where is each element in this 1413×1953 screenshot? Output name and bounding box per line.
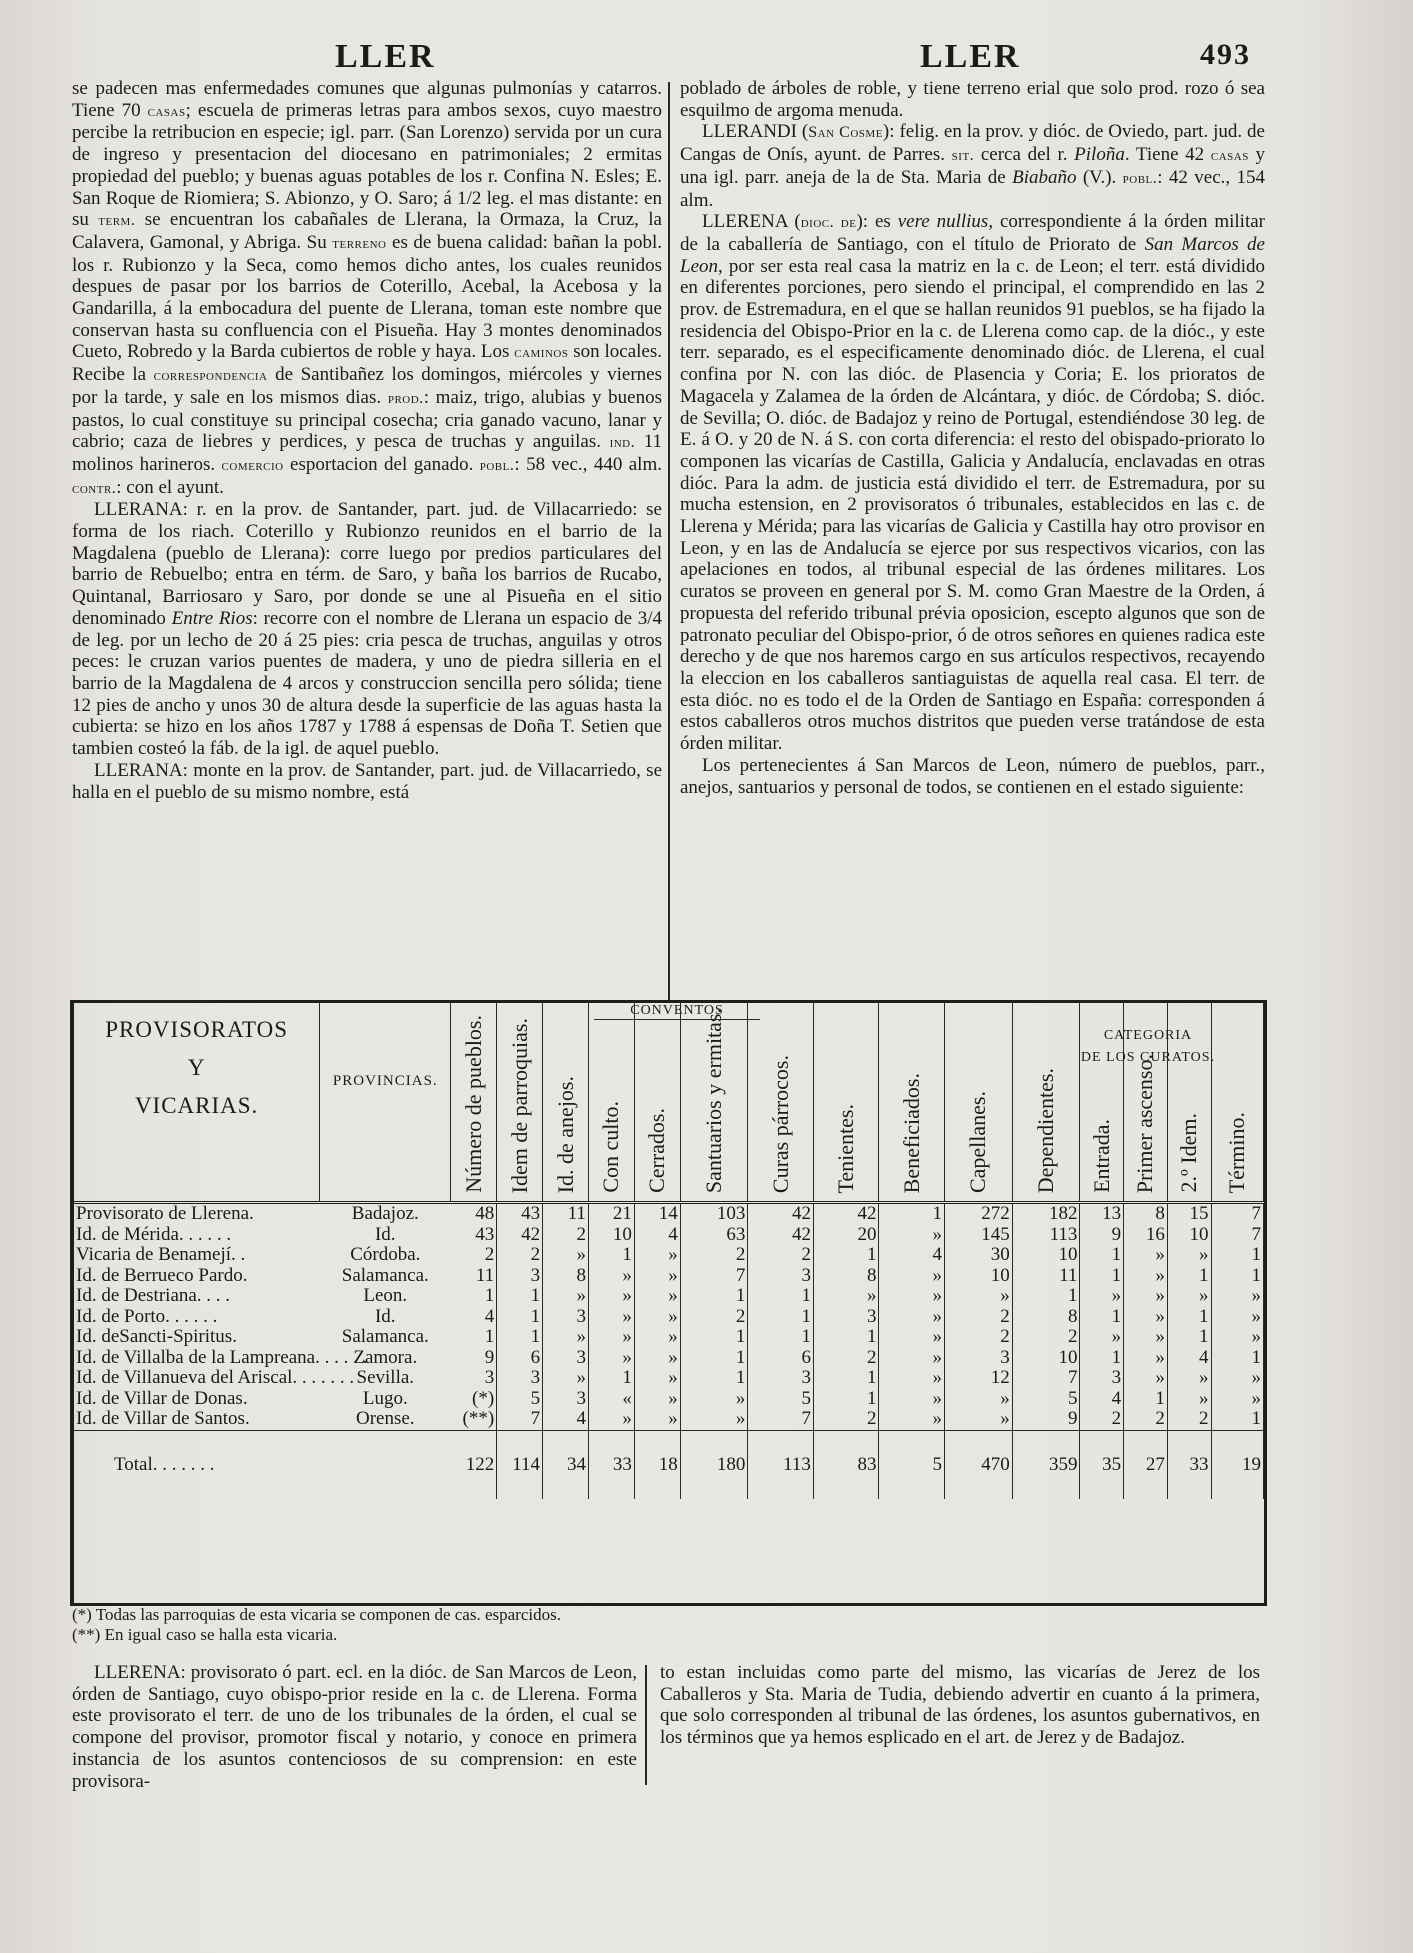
row-value: »: [879, 1327, 945, 1348]
row-value: 1: [1211, 1409, 1264, 1430]
row-value: »: [1124, 1245, 1168, 1266]
row-value: 1: [1124, 1389, 1168, 1410]
row-value: 2: [748, 1245, 814, 1266]
row-value: 1: [813, 1327, 879, 1348]
row-value: 3: [748, 1368, 814, 1389]
row-value: 42: [748, 1203, 814, 1225]
column-header-label: Tenientes.: [833, 1103, 859, 1193]
row-value: »: [634, 1307, 680, 1328]
row-value: 3: [497, 1266, 543, 1287]
row-value: 11: [1012, 1266, 1080, 1287]
row-name: Id. de Villar de Donas.: [76, 1387, 248, 1409]
row-name: Id. deSancti-Spiritus.: [76, 1326, 237, 1347]
total-value: 33: [588, 1430, 634, 1499]
row-value: (*): [451, 1389, 497, 1410]
provincias-label: PROVINCIAS.: [332, 1073, 438, 1089]
table-row: [74, 1286, 1264, 1307]
column-divider-bottom: [645, 1665, 647, 1785]
header-provisoratos: [74, 1003, 320, 1203]
total-value: 27: [1124, 1430, 1168, 1499]
row-value: 1: [748, 1286, 814, 1307]
row-value: »: [1167, 1286, 1211, 1307]
row-value: 1: [1211, 1245, 1264, 1266]
table-row: [74, 1389, 1264, 1410]
row-value: »: [1124, 1266, 1168, 1287]
table-row: [74, 1203, 1264, 1225]
row-value: 145: [945, 1225, 1013, 1246]
total-value: 180: [680, 1430, 748, 1499]
row-value: 2: [813, 1409, 879, 1430]
row-value: »: [879, 1348, 945, 1369]
row-value: 4: [879, 1245, 945, 1266]
row-value: 8: [813, 1266, 879, 1287]
total-value: 18: [634, 1430, 680, 1499]
row-name: Id. de Villalba de la Lampreana. . . . . .: [76, 1346, 368, 1368]
row-value: »: [879, 1368, 945, 1389]
row-name: Id. de Porto. . . . . .: [76, 1305, 218, 1327]
row-value: 1: [588, 1368, 634, 1389]
right-top-paragraph: LLERENA (dioc. de): es vere nullius, correspondiente á la órden militar de la caballería de Santiago, con el título de Priorato de San Marcos de Leon, por ser esta real casa la matriz en la c. de Leon; el terr. está dividido en diferentes porciones, pero siendo el principal, el comprendido en las 2 prov. de Estremadura, en el que se hallan reunidos 91 pueblos, se ha fijado la residencia del Obispo-Prior en la c. de Llerena como cap. de la dióc., y este terr. separado, es el especificamente denominado dióc. de Llerena, el cual confina por N. con las dióc. de Plasencia y Coria; E. los prioratos de Magacela y Zalamea de la órden de Alcántara, y dióc. de Córdoba; S. dióc. de Sevilla; O. dióc. de Badajoz y reino de Portugal, estendiéndose 30 leg. de E. á O. y 20 de N. á S. con corta diferencia: el resto del obispado-priorato lo componen las vicarías de Castilla, Galicia y Andalucía, enclavadas en otras dióc. Para la adm. de justicia está dividido el terr. de Estremadura, por su mucha estension, en 2 provisoratos ó tribunales, establecidos en las c. de Llerena y Mérida; para las vicarías de Galicia y Castilla hay otro provisor en Leon, y en las de Andalucía se ejerce por sus respectivos vicarios, con las apelaciones en todos, al tribunal especial de las órdenes militares. Los curatos se proveen en general por S. M. como Gran Maestre de la Orden, á propuesta del referido tribunal prévia oposicion, escepto algunos que son de patronato peculiar del Obispo-prior, ó de otros señores en quienes radica este derecho y de que nos haremos cargo en sus artículos respectivos, recayendo la eleccion en los caballeros santiaguistas de aquella real casa. El terr. de esta dióc. no es todo el de la Orden de Santiago en España: corresponden á estos caballeros otros muchos distritos que pueden verse tratándose de esta órden militar.: [680, 211, 1265, 755]
row-value: »: [634, 1348, 680, 1369]
row-value: 10: [588, 1225, 634, 1246]
table-footnotes: [72, 1605, 561, 1645]
row-value: »: [1124, 1286, 1168, 1307]
row-value: »: [588, 1286, 634, 1307]
total-value: 113: [748, 1430, 814, 1499]
row-value: 3: [945, 1348, 1013, 1369]
column-header: [748, 1003, 814, 1203]
column-divider: [668, 82, 670, 1002]
table: [74, 1003, 1264, 1499]
row-value: 7: [1211, 1225, 1264, 1246]
row-value: »: [634, 1368, 680, 1389]
row-value: 9: [451, 1348, 497, 1369]
row-province: Lugo.: [362, 1387, 408, 1409]
row-value: 1: [680, 1348, 748, 1369]
row-value: 2: [543, 1225, 589, 1246]
row-value: 1: [588, 1245, 634, 1266]
row-value: »: [1124, 1327, 1168, 1348]
row-value: 12: [945, 1368, 1013, 1389]
row-value: »: [1124, 1307, 1168, 1328]
row-value: »: [588, 1409, 634, 1430]
row-value: 7: [1211, 1203, 1264, 1225]
row-name: Id. de Villanueva del Ariscal. . . . . . .: [76, 1367, 355, 1388]
row-province: Salamanca.: [341, 1264, 429, 1286]
row-province: Leon.: [363, 1285, 408, 1306]
row-value: »: [945, 1389, 1013, 1410]
row-name: Provisorato de Llerena.: [76, 1203, 254, 1224]
left-column-bottom: [72, 1662, 637, 1792]
row-name: Id. de Berrueco Pardo.: [76, 1264, 248, 1286]
row-value: 2: [680, 1245, 748, 1266]
right-top-paragraph: Los pertenecientes á San Marcos de Leon, número de pueblos, parr., anejos, santuarios y personal de todos, se contienen en el estado siguiente:: [680, 754, 1265, 798]
left-column-top: [72, 78, 662, 803]
right-column-top: [680, 78, 1265, 798]
row-value: 7: [497, 1409, 543, 1430]
column-header-label: Con culto.: [598, 1101, 624, 1193]
total-value: 114: [497, 1430, 543, 1499]
row-value: »: [634, 1245, 680, 1266]
row-value: »: [1211, 1368, 1264, 1389]
row-value: 1: [680, 1327, 748, 1348]
row-value: »: [1080, 1327, 1124, 1348]
header-line-2: Y: [187, 1055, 206, 1080]
column-header-label: Dependientes.: [1033, 1067, 1059, 1193]
total-value: 83: [813, 1430, 879, 1499]
column-header-label: Número de pueblos.: [460, 1015, 486, 1193]
row-value: 1: [748, 1307, 814, 1328]
row-value: «: [588, 1389, 634, 1410]
row-value: »: [1211, 1307, 1264, 1328]
row-value: »: [879, 1389, 945, 1410]
header-line-3: VICARIAS.: [134, 1093, 259, 1118]
total-value: 122: [451, 1430, 497, 1499]
row-value: 103: [680, 1203, 748, 1225]
row-value: 63: [680, 1225, 748, 1246]
table-row: [74, 1348, 1264, 1369]
row-value: 5: [497, 1389, 543, 1410]
row-value: »: [634, 1286, 680, 1307]
row-value: 10: [1012, 1245, 1080, 1266]
row-value: 15: [1167, 1203, 1211, 1225]
column-header-label: Id. de anejos.: [552, 1075, 578, 1193]
row-value: 1: [497, 1327, 543, 1348]
row-value: 5: [748, 1389, 814, 1410]
row-value: 1: [451, 1327, 497, 1348]
row-value: 43: [497, 1203, 543, 1225]
total-row: [74, 1430, 1264, 1499]
row-value: 1: [1167, 1266, 1211, 1287]
row-value: 6: [748, 1348, 814, 1369]
row-value: 1: [1080, 1307, 1124, 1328]
article-llerena-provisorato: LLERENA: provisorato ó part. ecl. en la dióc. de San Marcos de Leon, órden de Santiago, cuyo obispo-prior reside en la c. de Llerena. Forma este provisorato el terr. de uno de los tribunales de la órden, el cual se compone del provisor, promotor fiscal y notario, y conoce en primera instancia de los asuntos contenciosos de su comprension: en este provisora-: [72, 1662, 637, 1792]
column-header-label: 2.º Idem.: [1176, 1113, 1202, 1193]
row-value: 3: [748, 1266, 814, 1287]
column-header-label: Entrada.: [1088, 1119, 1114, 1193]
row-value: 7: [1012, 1368, 1080, 1389]
row-value: 43: [451, 1225, 497, 1246]
row-value: 113: [1012, 1225, 1080, 1246]
row-value: »: [588, 1327, 634, 1348]
row-value: 9: [1080, 1225, 1124, 1246]
row-value: 9: [1012, 1409, 1080, 1430]
row-value: 16: [1124, 1225, 1168, 1246]
total-value: 5: [879, 1430, 945, 1499]
row-value: 1: [680, 1286, 748, 1307]
table-row: [74, 1245, 1264, 1266]
row-value: 2: [451, 1245, 497, 1266]
row-value: 2: [497, 1245, 543, 1266]
row-value: 4: [634, 1225, 680, 1246]
statistics-table: [70, 1000, 1267, 1606]
row-value: »: [634, 1327, 680, 1348]
row-value: 1: [1211, 1348, 1264, 1369]
row-value: 1: [680, 1368, 748, 1389]
right-top-paragraph: LLERANDI (San Cosme): felig. en la prov. y dióc. de Oviedo, part. jud. de Cangas de Onís, ayunt. de Parres. sit. cerca del r. Piloña. Tiene 42 casas y una igl. parr. aneja de la de Sta. Maria de Biabaño (V.). pobl.: 42 vec., 154 alm.: [680, 121, 1266, 211]
row-value: 1: [748, 1327, 814, 1348]
running-head-right: LLER: [920, 38, 1021, 75]
row-value: 1: [1211, 1266, 1264, 1287]
row-value: 2: [1012, 1327, 1080, 1348]
table-row: [74, 1307, 1264, 1328]
column-header-label: Idem de parroquias.: [506, 1017, 532, 1193]
row-value: »: [543, 1327, 589, 1348]
row-province: Id.: [374, 1223, 396, 1245]
row-value: »: [945, 1286, 1013, 1307]
row-value: 10: [1012, 1348, 1080, 1369]
table-row: [74, 1225, 1264, 1246]
column-header: [451, 1003, 497, 1203]
row-value: 182: [1012, 1203, 1080, 1225]
row-value: »: [634, 1409, 680, 1430]
row-value: 30: [945, 1245, 1013, 1266]
row-value: »: [680, 1389, 748, 1410]
footnote-1: (*) Todas las parroquias de esta vicaria se componen de cas. esparcidos.: [72, 1605, 561, 1624]
row-value: »: [813, 1286, 879, 1307]
running-head-left: LLER: [335, 38, 436, 75]
total-value: 34: [543, 1430, 589, 1499]
row-value: »: [879, 1286, 945, 1307]
row-value: »: [634, 1389, 680, 1410]
row-value: 5: [1012, 1389, 1080, 1410]
row-province: Sevilla.: [356, 1367, 415, 1388]
row-value: 20: [813, 1225, 879, 1246]
row-value: »: [879, 1409, 945, 1430]
column-header: [680, 1003, 748, 1203]
table-row: [74, 1327, 1264, 1348]
row-value: »: [543, 1368, 589, 1389]
row-name: Id. de Villar de Santos.: [76, 1408, 250, 1429]
row-value: »: [879, 1225, 945, 1246]
total-value: 470: [945, 1430, 1013, 1499]
left-top-paragraph: LLERANA: r. en la prov. de Santander, part. jud. de Villacarriedo: se forma de los riach. Coterillo y Rubionzo reunidos en el barrio de la Magdalena (pueblo de Llerana): corre luego por predios particulares del barrio de Rebuelbo; entra en térm. de Saro, y baña los barrios de Rucabo, Quintanal, Barriosaro y Saro, por donde se une al Pisueña en el sitio denominado Entre Rios: recorre con el nombre de Llerana un espacio de 3/4 de leg. por un lecho de 20 á 25 pies: cria pesca de truchas, anguilas y otros peces: le cruzan varios puentes de madera, y uno de piedra silleria en el barrio de la Magdalena de 4 arcos y construccion sencilla pero sólida; tiene 12 pies de ancho y unos 30 de altura desde la superficie de las aguas hasta la cubierta: se hizo en los años 1787 y 1788 á espensas de Doña T. Setien que tambien costeó la fáb. de la igl. de aquel pueblo.: [72, 499, 662, 760]
column-header: [588, 1003, 634, 1203]
row-value: 10: [1167, 1225, 1211, 1246]
left-top-paragraph: se padecen mas enfermedades comunes que algunas pulmonías y catarros. Tiene 70 casas; escuela de primeras letras para ambos sexos, cuyo maestro percibe la retribucion en especie; igl. parr. (San Lorenzo) servida por un cura de ingreso y presentacion del diocesano en patrimoniales; 2 ermitas propiedad del pueblo; y buenas aguas potables de los r. Confina N. Esles; E. San Roque de Riomiera; S. Abionzo, y O. Saro; á 1/2 leg. el mas distante: en su term. se encuentran los cabañales de Llerana, la Ormaza, la Cruz, la Calavera, Gamonal, y Abriga. Su terreno es de buena calidad: bañan la pobl. los r. Rubionzo y la Seca, como hemos dicho antes, los cuales reunidos despues de pasar por los barrios de Coterillo, Acebal, la Acebosa y la Gandarilla, á la embocadura del puente de Llerana, toman este nombre que conservan hasta su confluencia con el Pisueña. Hay 3 montes denominados Cueto, Robredo y la Barda cubiertos de roble y haya. Los caminos son locales. Recibe la correspondencia de Santibañez los domingos, miércoles y viernes por la tarde, y sale en los mismos dias. prod.: maiz, trigo, alubias y buenos pastos, lo cual constituye su principal cosecha; cria ganado vacuno, lanar y cabrio; caza de liebres y perdices, y pesca de truchas y anguilas. ind. 11 molinos harineros. comercio esportacion del ganado. pobl.: 58 vec., 440 alm. contr.: con el ayunt.: [72, 78, 663, 498]
footnote-2: (**) En igual caso se halla esta vicaria.: [72, 1625, 338, 1644]
row-value: »: [879, 1307, 945, 1328]
right-top-paragraph: poblado de árboles de roble, y tiene terreno erial que solo prod. rozo ó sea esquilmo de argoma menuda.: [680, 78, 1265, 121]
row-value: »: [1124, 1348, 1168, 1369]
row-value: 48: [451, 1203, 497, 1225]
row-province: Zamora.: [353, 1346, 418, 1368]
row-value: 8: [543, 1266, 589, 1287]
row-value: 3: [543, 1307, 589, 1328]
row-value: 272: [945, 1203, 1013, 1225]
row-value: »: [945, 1409, 1013, 1430]
column-header: [813, 1003, 879, 1203]
row-value: »: [1167, 1389, 1211, 1410]
row-value: 13: [1080, 1203, 1124, 1225]
row-province: Salamanca.: [341, 1326, 429, 1347]
row-value: 1: [497, 1307, 543, 1328]
row-name: Id. de Mérida. . . . . .: [76, 1223, 232, 1245]
row-value: 2: [945, 1327, 1013, 1348]
row-value: 1: [813, 1245, 879, 1266]
total-value: 359: [1012, 1430, 1080, 1499]
row-value: 8: [1012, 1307, 1080, 1328]
row-value: 42: [748, 1225, 814, 1246]
row-value: 1: [1167, 1327, 1211, 1348]
total-value: 33: [1167, 1430, 1211, 1499]
categoria-line-2: DE LOS CURATOS.: [1080, 1050, 1216, 1065]
header-provincias: [320, 1003, 451, 1203]
column-header-label: Cerrados.: [644, 1108, 670, 1193]
row-value: »: [588, 1266, 634, 1287]
row-value: 2: [813, 1348, 879, 1369]
header-line-1: PROVISORATOS: [105, 1017, 289, 1042]
row-value: 7: [748, 1409, 814, 1430]
row-value: 3: [813, 1307, 879, 1328]
row-province: Id.: [374, 1305, 396, 1327]
conventos-group-header: CONVENTOS: [594, 1003, 760, 1020]
row-value: (**): [451, 1409, 497, 1430]
row-value: 6: [497, 1348, 543, 1369]
row-value: »: [1211, 1286, 1264, 1307]
row-value: »: [543, 1245, 589, 1266]
row-value: 4: [543, 1409, 589, 1430]
row-value: 14: [634, 1203, 680, 1225]
row-value: 1: [1167, 1307, 1211, 1328]
row-value: 2: [945, 1307, 1013, 1328]
row-value: 3: [1080, 1368, 1124, 1389]
row-value: 1: [1080, 1348, 1124, 1369]
row-value: »: [1211, 1327, 1264, 1348]
row-value: 42: [813, 1203, 879, 1225]
row-value: 3: [451, 1368, 497, 1389]
row-value: 3: [543, 1389, 589, 1410]
row-value: 4: [1080, 1389, 1124, 1410]
row-value: »: [1080, 1286, 1124, 1307]
column-header-label: Curas párrocos.: [767, 1054, 793, 1193]
row-value: 7: [680, 1266, 748, 1287]
column-header-label: Beneficiados.: [898, 1072, 924, 1193]
row-value: »: [588, 1348, 634, 1369]
total-province-cell: [320, 1430, 451, 1499]
row-value: »: [680, 1409, 748, 1430]
column-header: [497, 1003, 543, 1203]
row-name: Id. de Destriana. . . .: [76, 1285, 231, 1306]
row-value: 1: [451, 1286, 497, 1307]
row-value: 3: [497, 1368, 543, 1389]
table-row: [74, 1266, 1264, 1287]
row-value: 1: [1080, 1245, 1124, 1266]
total-value: 19: [1211, 1430, 1264, 1499]
table-row: [74, 1409, 1264, 1430]
row-value: 1: [879, 1203, 945, 1225]
row-value: 2: [1124, 1409, 1168, 1430]
row-value: 3: [543, 1348, 589, 1369]
row-value: »: [634, 1266, 680, 1287]
categoria-line-1: CATEGORIA: [1103, 1028, 1193, 1043]
column-header-label: Término.: [1224, 1111, 1250, 1193]
row-value: »: [1167, 1245, 1211, 1266]
column-header: [945, 1003, 1013, 1203]
column-header-label: Primer ascenso.: [1132, 1053, 1158, 1193]
column-header-label: Capellanes.: [965, 1090, 991, 1193]
row-value: 2: [680, 1307, 748, 1328]
table-row: [74, 1368, 1264, 1389]
column-header: [634, 1003, 680, 1203]
right-column-bottom: [660, 1662, 1260, 1749]
row-province: Córdoba.: [350, 1244, 421, 1265]
column-header: [543, 1003, 589, 1203]
row-value: 1: [1080, 1266, 1124, 1287]
row-value: »: [879, 1266, 945, 1287]
page-number: 493: [1200, 38, 1251, 71]
row-value: 4: [451, 1307, 497, 1328]
row-value: 11: [451, 1266, 497, 1287]
row-value: 1: [1012, 1286, 1080, 1307]
row-value: 42: [497, 1225, 543, 1246]
row-value: 2: [1167, 1409, 1211, 1430]
row-value: 8: [1124, 1203, 1168, 1225]
row-province: Badajoz.: [351, 1203, 419, 1224]
row-value: 21: [588, 1203, 634, 1225]
row-value: 1: [497, 1286, 543, 1307]
row-value: »: [1211, 1389, 1264, 1410]
row-value: 10: [945, 1266, 1013, 1287]
row-value: 1: [813, 1368, 879, 1389]
row-value: 4: [1167, 1348, 1211, 1369]
total-label: Total. . . . . . .: [74, 1430, 320, 1499]
row-value: 1: [813, 1389, 879, 1410]
row-value: »: [1167, 1368, 1211, 1389]
left-top-paragraph: LLERANA: monte en la prov. de Santander, part. jud. de Villacarriedo, se halla en el pueblo de su mismo nombre, está: [72, 759, 662, 803]
row-value: 2: [1080, 1409, 1124, 1430]
total-value: 35: [1080, 1430, 1124, 1499]
column-header: [879, 1003, 945, 1203]
row-value: 11: [543, 1203, 589, 1225]
column-header-label: Santuarios y ermitas.: [701, 1007, 727, 1193]
row-province: Orense.: [356, 1408, 415, 1429]
row-name: Vicaria de Benamejí. .: [76, 1244, 246, 1265]
article-continuation: to estan incluidas como parte del mismo, las vicarías de Jerez de los Caballeros y Sta. Maria de Tudia, debiendo advertir en cuanto á la primera, que solo corresponden al tribunal de las órdenes, los asuntos gubernativos, en los términos que ya hemos esplicado en el art. de Jerez y de Badajoz.: [660, 1662, 1260, 1749]
row-value: »: [1124, 1368, 1168, 1389]
row-value: »: [543, 1286, 589, 1307]
row-value: »: [588, 1307, 634, 1328]
